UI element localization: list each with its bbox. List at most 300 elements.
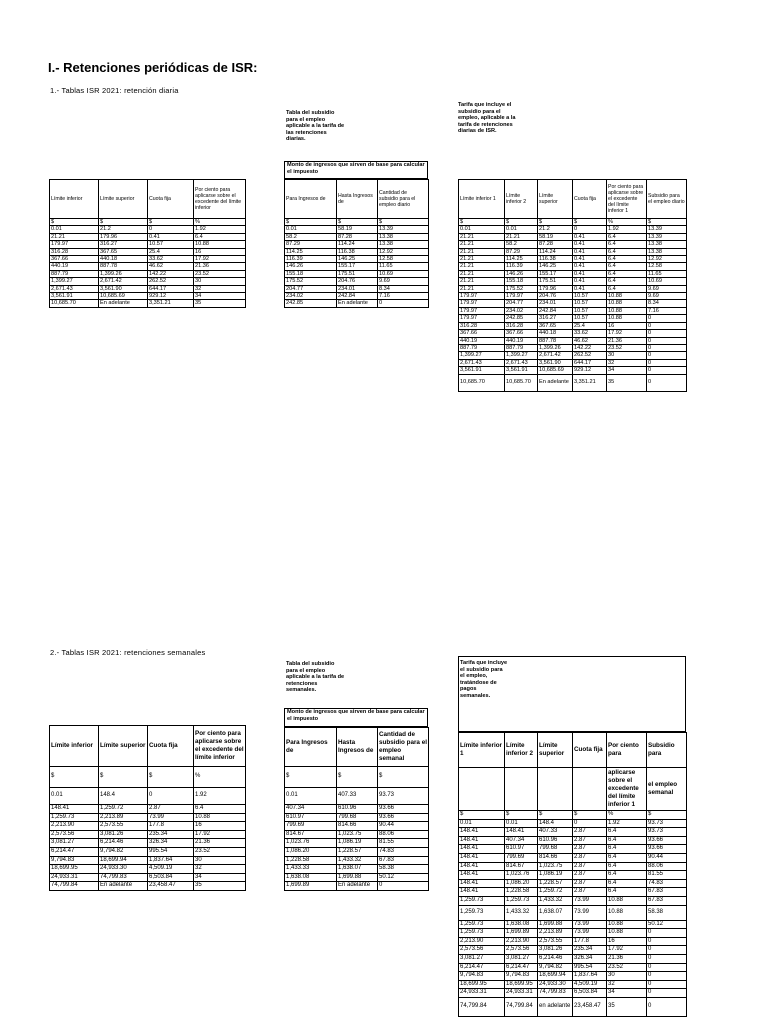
table-cell: 24,933.31 <box>50 873 99 882</box>
table-cell: 116.39 <box>505 263 538 270</box>
table-cell: 2.87 <box>573 853 607 862</box>
table-cell: 6,214.47 <box>505 963 538 972</box>
table-cell: 146.26 <box>285 263 337 270</box>
table-cell: 93.73 <box>378 788 429 805</box>
table-cell: 367.65 <box>99 248 148 255</box>
table-cell: 18,699.95 <box>50 865 99 874</box>
table-cell: 33.62 <box>573 330 607 337</box>
table-cell: 10,685.70 <box>50 300 99 307</box>
table-cell: 6,503.84 <box>573 989 607 998</box>
s1-right-note: Tarifa que incluye el subsidio para el empleo, aplicable a la tarifa de retenciones diarias de ISR. <box>458 102 516 135</box>
table-cell: 114.25 <box>505 256 538 263</box>
table-cell: 1,086.19 <box>538 871 573 880</box>
table-row <box>50 805 246 814</box>
table-cell: % <box>607 811 647 820</box>
table-cell: 1,023.75 <box>337 830 378 839</box>
table-row <box>459 896 687 905</box>
table-cell: 1,638.08 <box>505 920 538 929</box>
table-cell: 440.18 <box>99 256 148 263</box>
table-cell: 0 <box>647 946 687 955</box>
table-cell: 1,259.73 <box>505 896 538 905</box>
column-header: aplicarse sobre el excedente del límite inferior 1 <box>607 768 647 811</box>
table-row <box>459 929 687 938</box>
table-cell: $ <box>148 219 194 226</box>
table-cell: 16 <box>194 248 246 255</box>
table-cell: 610.96 <box>337 805 378 814</box>
table-cell: 10.88 <box>607 315 647 322</box>
table-cell: 2,573.55 <box>99 822 148 831</box>
table-cell: 0 <box>378 882 429 891</box>
table-row <box>459 359 687 366</box>
table-cell: 4,509.19 <box>573 980 607 989</box>
table-cell: 58.38 <box>647 905 687 920</box>
table-cell: 799.68 <box>538 845 573 854</box>
table-cell: 0 <box>148 226 194 233</box>
table-cell: En adelante <box>99 882 148 891</box>
table-row <box>50 278 246 285</box>
table-cell: 7.16 <box>378 293 429 300</box>
table-cell: 262.52 <box>573 352 607 359</box>
table-cell: 1,259.72 <box>99 805 148 814</box>
table-cell: 644.17 <box>573 359 607 366</box>
table-row <box>459 285 687 292</box>
table-cell: 8.34 <box>647 300 687 307</box>
table-row <box>285 278 429 285</box>
table-cell: 0 <box>647 315 687 322</box>
table-cell: 155.17 <box>337 263 378 270</box>
table-cell: 2,573.56 <box>505 946 538 955</box>
table-cell: $ <box>285 767 337 788</box>
table-cell: 0 <box>647 344 687 351</box>
table-cell: 3,561.90 <box>538 359 573 366</box>
table-cell: 73.99 <box>573 929 607 938</box>
table-cell: 12.58 <box>647 263 687 270</box>
table-cell: 3,081.26 <box>99 830 148 839</box>
table-cell: 9.69 <box>378 278 429 285</box>
table-cell: 116.38 <box>337 248 378 255</box>
table-row <box>459 226 687 233</box>
table-cell: $ <box>573 219 607 226</box>
table-cell: 148.41 <box>50 805 99 814</box>
table-cell: 407.33 <box>337 788 378 805</box>
table-row <box>285 847 429 856</box>
table-header-row <box>50 180 246 219</box>
table-cell: $ <box>337 767 378 788</box>
table-cell: 234.01 <box>538 300 573 307</box>
table-cell: 1,399.27 <box>50 278 99 285</box>
table-cell: 1,086.20 <box>505 879 538 888</box>
table-cell: 234.02 <box>505 307 538 314</box>
table-cell: $ <box>459 219 505 226</box>
table-cell: 90.44 <box>378 822 429 831</box>
table-cell: 610.97 <box>505 845 538 854</box>
table-cell: 148.41 <box>459 862 505 871</box>
s1-middle-caption: Monto de ingresos que sirven de base para calcular el impuesto <box>284 161 428 179</box>
table-cell: 13.39 <box>647 233 687 240</box>
table-cell: 407.33 <box>538 828 573 837</box>
table-cell: 2,671.43 <box>459 359 505 366</box>
table-cell: 9,794.83 <box>50 856 99 865</box>
table-cell: 17.92 <box>607 946 647 955</box>
table-cell: $ <box>99 219 148 226</box>
table-cell: 929.12 <box>573 367 607 374</box>
column-header: Límite inferior 1 <box>459 733 505 768</box>
table-cell: 1,259.73 <box>50 813 99 822</box>
table-cell: 21.21 <box>50 233 99 240</box>
table-row <box>459 980 687 989</box>
column-header: Cuota fija <box>573 180 607 219</box>
table-cell: 10.88 <box>607 293 647 300</box>
table-cell: 234.02 <box>285 293 337 300</box>
table-cell: 1,259.73 <box>459 905 505 920</box>
table-cell: 18,699.94 <box>538 972 573 981</box>
table-cell: 3,351.21 <box>573 374 607 391</box>
table-cell <box>573 768 607 811</box>
table-cell: 440.19 <box>459 337 505 344</box>
table-row <box>459 278 687 285</box>
table-cell: 242.84 <box>337 293 378 300</box>
column-header: Por ciento para aplicarse sobre el excedente del límite inferior 1 <box>607 180 647 219</box>
table-header-row <box>285 728 429 767</box>
table-cell: 0.41 <box>573 285 607 292</box>
table-cell: 87.29 <box>505 248 538 255</box>
table-cell: 6,214.47 <box>50 847 99 856</box>
table-cell: 21.21 <box>459 241 505 248</box>
table-cell: 21.21 <box>505 233 538 240</box>
table-cell: 6.4 <box>607 241 647 248</box>
table-cell: 0.01 <box>459 226 505 233</box>
table-cell: 234.01 <box>337 285 378 292</box>
table-cell: 10,685.70 <box>459 374 505 391</box>
table-cell: % <box>607 219 647 226</box>
column-header: Para Ingresos de <box>285 728 337 767</box>
table-cell: 407.34 <box>505 836 538 845</box>
table-cell: 6,214.47 <box>459 963 505 972</box>
table-cell: 3,561.91 <box>505 367 538 374</box>
table-cell: 114.24 <box>337 241 378 248</box>
column-header: Límite inferior <box>50 726 99 767</box>
table-row <box>50 856 246 865</box>
table-cell: 25.4 <box>573 322 607 329</box>
table-cell: 9.69 <box>647 293 687 300</box>
table-cell: 9,794.82 <box>538 963 573 972</box>
table-cell: 93.73 <box>647 828 687 837</box>
table-row <box>285 822 429 831</box>
column-header: Límite superior <box>99 726 148 767</box>
table-cell: 995.54 <box>573 963 607 972</box>
table-cell: 6.4 <box>607 285 647 292</box>
table-row <box>285 226 429 233</box>
table-cell: 0 <box>647 963 687 972</box>
table-cell: 6.4 <box>194 233 246 240</box>
table-cell: 146.25 <box>538 263 573 270</box>
table-cell: 73.99 <box>148 813 194 822</box>
table-cell: 50.12 <box>378 873 429 882</box>
table-cell: 9,794.83 <box>459 972 505 981</box>
table-row <box>459 374 687 391</box>
table-cell: 2,213.90 <box>505 937 538 946</box>
table-cell: 93.66 <box>378 805 429 814</box>
table-cell: 155.18 <box>505 278 538 285</box>
table-cell: 6.4 <box>607 263 647 270</box>
table-cell: 610.96 <box>538 836 573 845</box>
column-header: Hasta Ingresos de <box>337 180 378 219</box>
s1-left-table <box>49 179 246 308</box>
table-cell: 2.87 <box>573 862 607 871</box>
table-cell: 0 <box>647 374 687 391</box>
table-header-row <box>459 180 687 219</box>
table-cell: 814.66 <box>538 853 573 862</box>
table-cell: 21.36 <box>607 337 647 344</box>
table-row <box>459 233 687 240</box>
table-cell: 6.4 <box>607 278 647 285</box>
table-row <box>285 300 429 307</box>
table-cell: 46.62 <box>573 337 607 344</box>
table-cell: 155.18 <box>285 270 337 277</box>
table-cell: 326.34 <box>573 954 607 963</box>
table-cell: 81.55 <box>378 839 429 848</box>
table-cell: 0 <box>647 929 687 938</box>
table-cell: 34 <box>607 367 647 374</box>
table-cell: 235.34 <box>573 946 607 955</box>
table-cell: 0 <box>647 972 687 981</box>
table-cell: 21.36 <box>194 263 246 270</box>
table-cell: 2.87 <box>573 871 607 880</box>
column-header: Límite superior <box>538 180 573 219</box>
table-cell: 58.2 <box>285 233 337 240</box>
table-cell: 175.51 <box>337 270 378 277</box>
table-cell: 1,699.89 <box>285 882 337 891</box>
table-row <box>50 847 246 856</box>
table-cell: 1,228.58 <box>505 888 538 897</box>
table-cell: $ <box>573 811 607 820</box>
table-cell: 242.85 <box>505 315 538 322</box>
table-cell: 10,685.69 <box>538 367 573 374</box>
table-cell: 316.28 <box>459 322 505 329</box>
table-cell: 17.92 <box>607 330 647 337</box>
table-cell: 1.92 <box>194 788 246 805</box>
table-cell: % <box>194 767 246 788</box>
table-cell: 1,638.07 <box>337 865 378 874</box>
s2-left-table <box>49 725 246 891</box>
table-cell: 93.66 <box>378 813 429 822</box>
table-cell: 2,213.90 <box>459 937 505 946</box>
table-row <box>459 853 687 862</box>
table-row <box>459 263 687 270</box>
table-cell: 35 <box>607 997 647 1016</box>
table-cell: 1.92 <box>607 819 647 828</box>
table-cell: 17.92 <box>194 830 246 839</box>
table-cell: 2,573.56 <box>50 830 99 839</box>
table-cell: 18,699.95 <box>459 980 505 989</box>
table-cell: 179.96 <box>538 285 573 292</box>
table-cell: 3,561.91 <box>459 367 505 374</box>
table-row <box>459 219 687 226</box>
table-cell: 16 <box>194 822 246 831</box>
table-cell: $ <box>505 811 538 820</box>
table-cell: 1,699.89 <box>505 929 538 938</box>
table-cell: $ <box>99 767 148 788</box>
column-header: Subsidio para el empleo diario <box>647 180 687 219</box>
table-cell: 21.2 <box>99 226 148 233</box>
table-cell: 90.44 <box>647 853 687 862</box>
table-cell: 21.36 <box>194 839 246 848</box>
table-cell: 6.4 <box>607 853 647 862</box>
s1-middle-table <box>284 179 429 308</box>
table-cell: 179.97 <box>459 307 505 314</box>
table-cell: 10.88 <box>607 300 647 307</box>
table-row <box>285 856 429 865</box>
table-cell: 179.97 <box>459 315 505 322</box>
section-2-subtitle: 2.- Tablas ISR 2021: retenciones semanales <box>50 648 206 657</box>
table-cell: 24,933.30 <box>538 980 573 989</box>
column-header: Cantidad de subsidio para el empleo diario <box>378 180 429 219</box>
column-header: Límite inferior <box>50 180 99 219</box>
table-cell: $ <box>459 811 505 820</box>
table-cell: 887.78 <box>538 337 573 344</box>
table-cell: 0 <box>647 367 687 374</box>
table-cell: 34 <box>194 873 246 882</box>
table-row <box>285 263 429 270</box>
table-cell: 0 <box>647 989 687 998</box>
table-cell: 148.4 <box>99 788 148 805</box>
table-row <box>459 888 687 897</box>
table-cell: 887.79 <box>505 344 538 351</box>
table-cell: $ <box>285 219 337 226</box>
table-cell: 16 <box>607 322 647 329</box>
table-cell: 13.39 <box>378 226 429 233</box>
table-cell: 30 <box>607 352 647 359</box>
table-cell: 0.41 <box>573 248 607 255</box>
table-cell: 10,685.70 <box>505 374 538 391</box>
table-cell: 1,259.73 <box>459 896 505 905</box>
table-cell: 34 <box>194 293 246 300</box>
table-cell: 799.68 <box>337 813 378 822</box>
column-header: Hasta Ingresos de <box>337 728 378 767</box>
table-cell: 2.87 <box>573 879 607 888</box>
table-cell: 10.57 <box>573 315 607 322</box>
table-row <box>459 954 687 963</box>
table-cell: 30 <box>194 856 246 865</box>
table-cell: 6.4 <box>607 836 647 845</box>
table-row <box>459 828 687 837</box>
table-cell: 177.8 <box>148 822 194 831</box>
table-cell: 610.97 <box>285 813 337 822</box>
column-header: Límite superior <box>538 733 573 768</box>
table-cell: 2,671.42 <box>538 352 573 359</box>
table-cell: 0.01 <box>285 226 337 233</box>
table-cell: 2,671.43 <box>50 285 99 292</box>
table-cell: 814.67 <box>285 830 337 839</box>
column-header: Por ciento para aplicarse sobre el excedente del límite inferior <box>194 726 246 767</box>
table-cell: 440.18 <box>538 330 573 337</box>
table-cell <box>459 768 505 811</box>
table-cell: 16 <box>607 937 647 946</box>
s2-middle-note: Tabla del subsidio para el empleo aplicable a la tarifa de retenciones semanales. <box>286 661 345 694</box>
table-cell: 179.97 <box>50 241 99 248</box>
table-cell: En adelante <box>337 300 378 307</box>
table-cell: 204.77 <box>285 285 337 292</box>
table-cell: $ <box>378 767 429 788</box>
table-cell: 148.41 <box>459 871 505 880</box>
table-row <box>459 322 687 329</box>
table-cell: $ <box>337 219 378 226</box>
table-cell: 0.01 <box>50 788 99 805</box>
table-cell: 12.58 <box>378 256 429 263</box>
table-row <box>50 285 246 292</box>
table-cell: En adelante <box>538 374 573 391</box>
table-cell: en adelante <box>538 997 573 1016</box>
table-cell: 32 <box>607 980 647 989</box>
table-row <box>50 248 246 255</box>
table-cell: 87.28 <box>538 241 573 248</box>
table-row <box>50 233 246 240</box>
table-cell: 2.87 <box>573 828 607 837</box>
table-row <box>459 241 687 248</box>
s2-right-note: Tarifa que incluye el subsidio para el empleo, tratándose de pagos semanales. <box>460 660 508 699</box>
table-row <box>50 822 246 831</box>
column-header: Para Ingresos de <box>285 180 337 219</box>
table-cell: 204.77 <box>505 300 538 307</box>
table-cell: 0 <box>647 980 687 989</box>
table-cell: 3,081.27 <box>459 954 505 963</box>
table-cell: 0.01 <box>285 788 337 805</box>
table-row <box>459 972 687 981</box>
table-cell: 12.92 <box>647 256 687 263</box>
table-cell <box>538 768 573 811</box>
table-cell: 1,399.26 <box>99 270 148 277</box>
table-cell: 12.92 <box>378 248 429 255</box>
column-header: Cuota fija <box>573 733 607 768</box>
table-cell: 1.92 <box>607 226 647 233</box>
table-row <box>50 263 246 270</box>
table-cell: 10.69 <box>378 270 429 277</box>
table-cell: 204.76 <box>538 293 573 300</box>
table-cell: 262.52 <box>148 278 194 285</box>
table-cell: 2,573.55 <box>538 937 573 946</box>
table-cell: 18,699.95 <box>505 980 538 989</box>
table-row <box>459 862 687 871</box>
table-row <box>459 997 687 1016</box>
table-row <box>285 882 429 891</box>
table-row <box>50 882 246 891</box>
table-cell: 21.21 <box>459 278 505 285</box>
column-header: Cantidad de subsidio para el empleo semanal <box>378 728 429 767</box>
column-header: Límite inferior 2 <box>505 733 538 768</box>
table-cell: 1,259.73 <box>459 920 505 929</box>
table-row <box>285 285 429 292</box>
table-cell: 88.06 <box>378 830 429 839</box>
table-cell: 6.4 <box>607 828 647 837</box>
table-cell: 0 <box>573 819 607 828</box>
table-row <box>285 813 429 822</box>
table-cell: 4,509.19 <box>148 865 194 874</box>
table-cell: 88.06 <box>647 862 687 871</box>
table-cell: 13.38 <box>378 233 429 240</box>
table-cell: 0.41 <box>573 270 607 277</box>
table-cell: 175.52 <box>285 278 337 285</box>
table-cell: 887.79 <box>459 344 505 351</box>
table-row <box>50 830 246 839</box>
table-cell: 32 <box>194 285 246 292</box>
table-cell: 0 <box>647 352 687 359</box>
table-cell: En adelante <box>99 300 148 307</box>
table-row <box>459 315 687 322</box>
table-cell: 9,794.83 <box>505 972 538 981</box>
table-cell: 1,228.57 <box>538 879 573 888</box>
table-cell: 10.88 <box>607 307 647 314</box>
table-cell: 10.88 <box>607 920 647 929</box>
